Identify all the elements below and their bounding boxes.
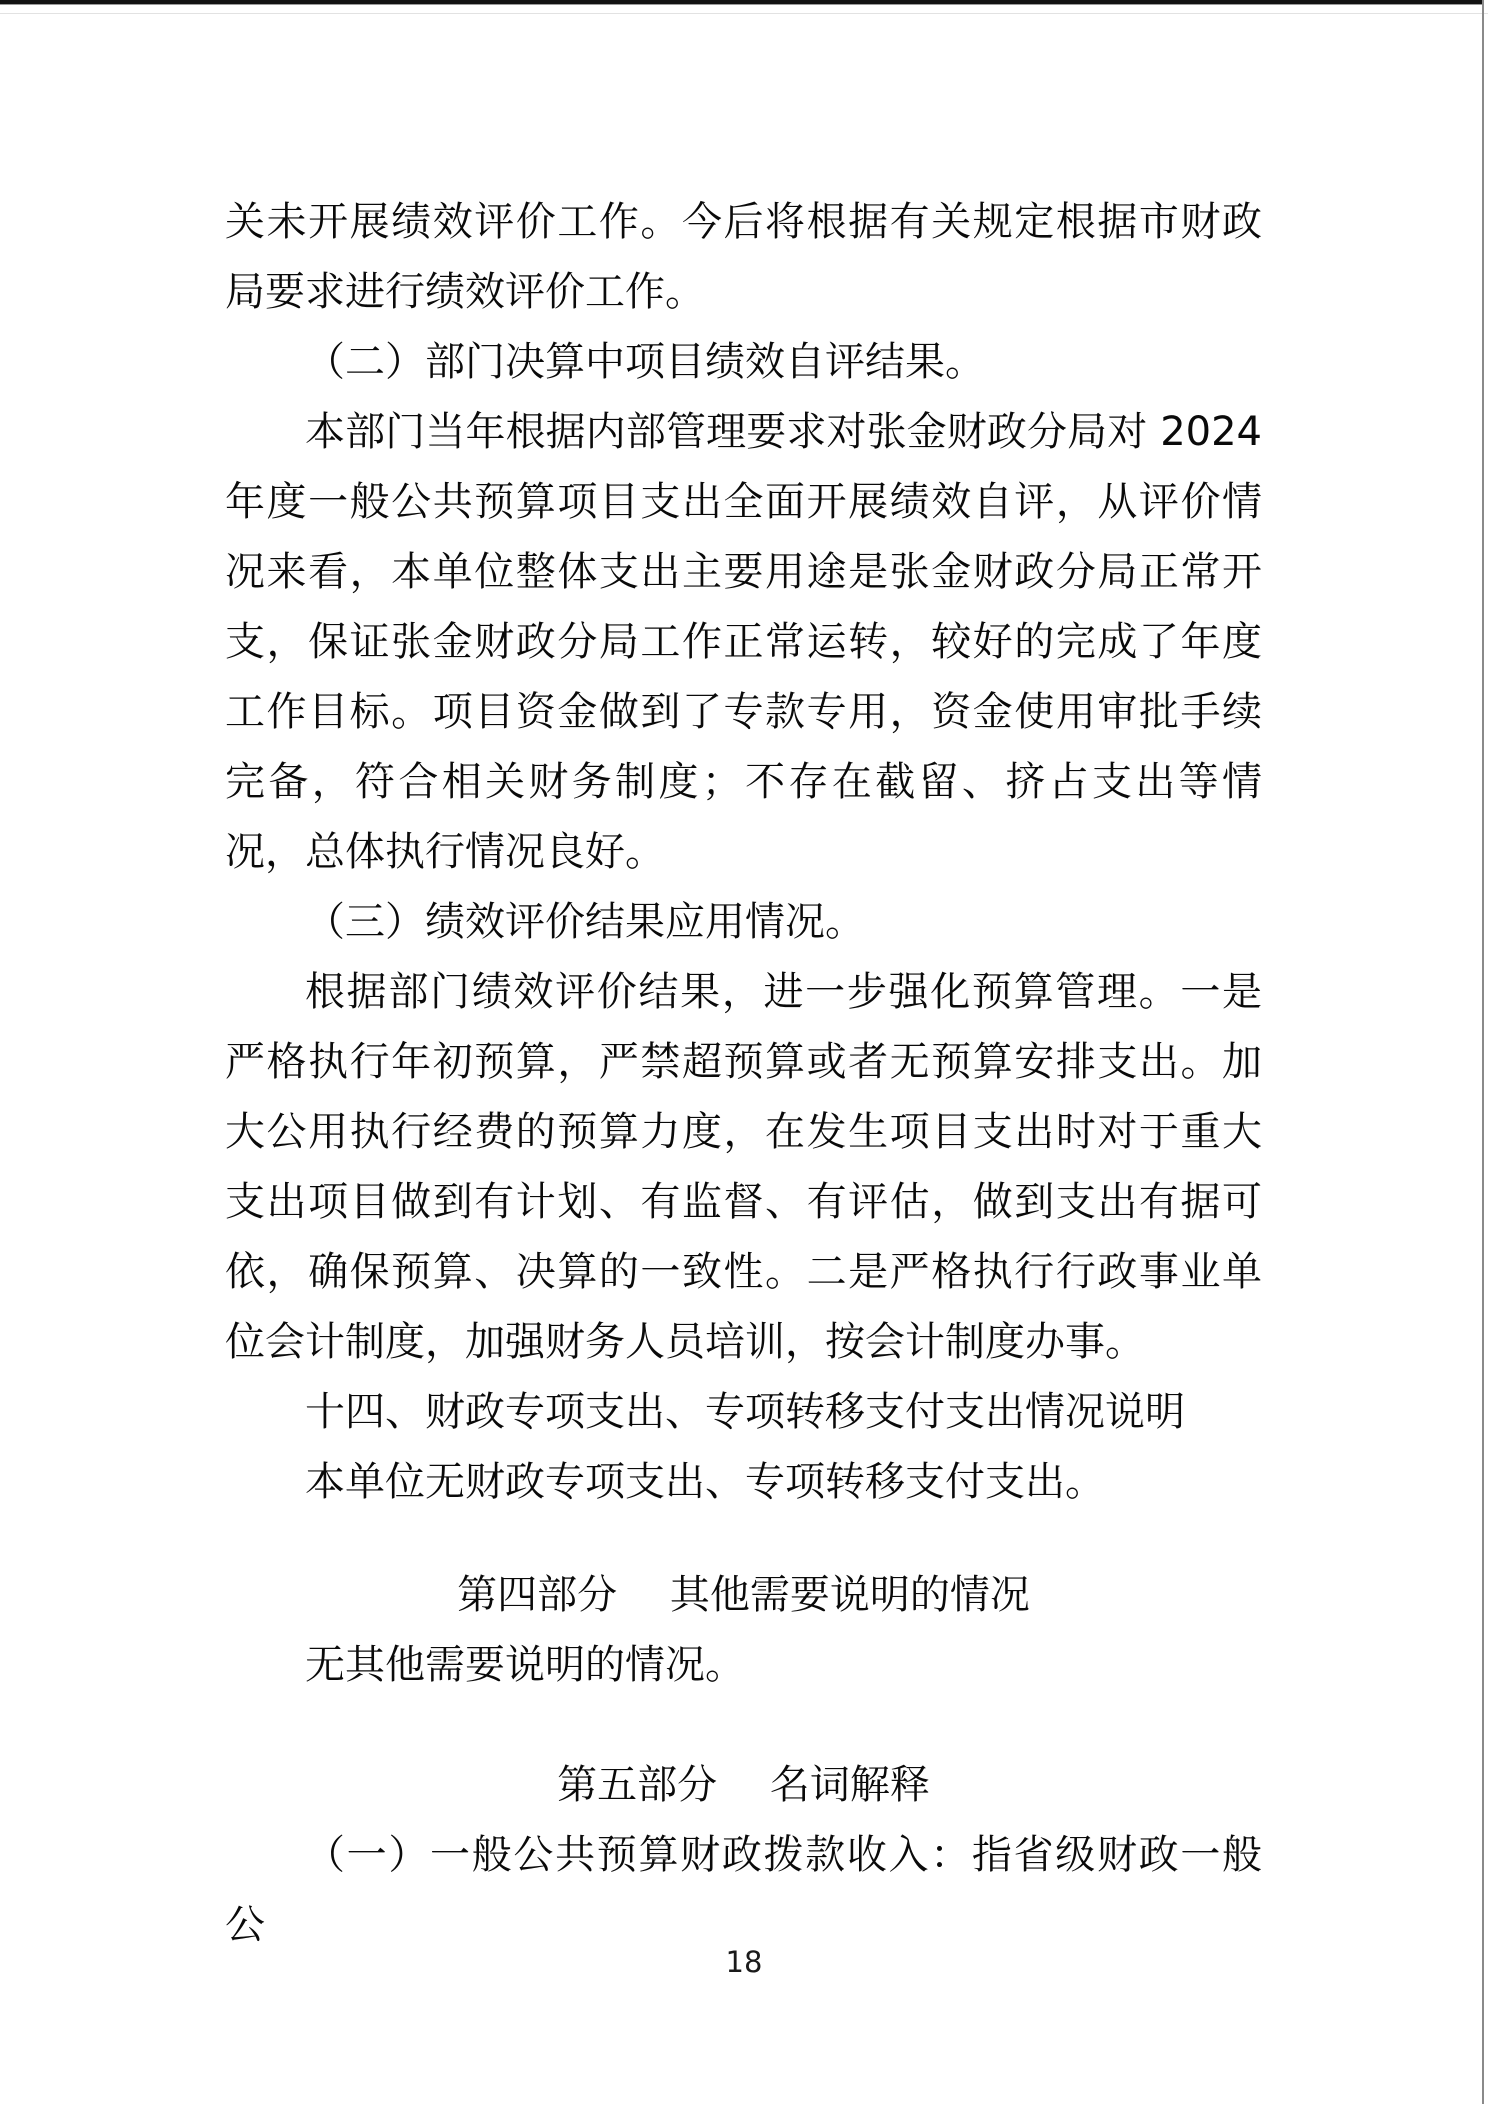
part5-title: 第五部分 名词解释 [557,1762,930,1808]
page-right-edge [1482,0,1484,2104]
paragraph-self-evaluation [225,397,1262,887]
paragraph-no-special-payment: 本单位无财政专项支出、专项转移支付支出。 [305,1459,1105,1505]
heading-special-expenditure: 十四、财政专项支出、专项转移支付支出情况说明 [305,1389,1185,1435]
paragraph-result-application: 根据部门绩效评价结果，进一步强化预算管理。一是严格执行年初预算，严禁超预算或者无预算安排支出。加大公用执行经费的预算力度，在发生项目支出时对于重大支出项目做到有计划、有监督、有评估，做到支出有据可依，确保预算、决算的一致性。二是严格执行行政事业单位会计制度，加强财务人员培训，按会计制度办事。 [225,969,1262,1365]
page-number: 18 [725,1945,763,1979]
subheading-project-self-eval: （二）部门决算中项目绩效自评结果。 [305,339,985,385]
subheading-eval-result-application: （三）绩效评价结果应用情况。 [305,899,865,945]
document-body [225,187,1262,1960]
paragraph-continuation: 关未开展绩效评价工作。今后将根据有关规定根据市财政局要求进行绩效评价工作。 [225,199,1262,315]
page-top-edge-shadow [0,4,1484,5]
self-eval-year: 2024 [1160,409,1262,455]
part4-title: 第四部分 其他需要说明的情况 [457,1572,1030,1618]
self-eval-text-after-year: 年度一般公共预算项目支出全面开展绩效自评，从评价情况来看，本单位整体支出主要用途是张金财政分局正常开支，保证张金财政分局工作正常运转，较好的完成了年度工作目标。项目资金做到了专款专用，资金使用审批手续完备，符合相关财务制度；不存在截留、挤占支出等情况，总体执行情况良好。 [225,479,1262,875]
self-eval-text-before-year: 本部门当年根据内部管理要求对张金财政分局对 [305,409,1161,455]
paragraph-term-definition-1: （一）一般公共预算财政拨款收入：指省级财政一般公 [225,1832,1262,1948]
paragraph-part4-body: 无其他需要说明的情况。 [305,1642,745,1688]
page-top-hairline [0,13,1488,14]
